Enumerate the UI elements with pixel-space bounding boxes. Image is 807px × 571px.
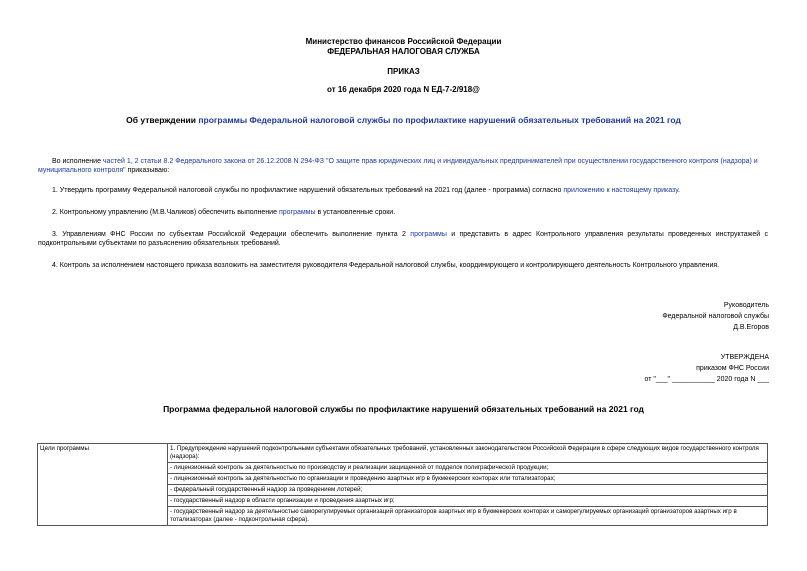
item-2-text-1: 2. Контрольному управлению (М.В.Чаликов) обеспечить выполнение <box>52 209 279 216</box>
document-title <box>0 115 807 126</box>
program-title: Программа федеральной налоговой службы по профилактике нарушений обязательных требований на 2021 год <box>163 404 644 414</box>
document-header <box>0 37 807 95</box>
document-date-number: от 16 декабря 2020 года N ЕД-7-2/918@ <box>327 85 480 94</box>
signature-block <box>662 300 769 333</box>
item-2-text-2: в установленные сроки. <box>315 209 396 216</box>
document-type: ПРИКАЗ <box>387 67 420 76</box>
title-prefix: Об утверждении <box>126 115 199 125</box>
approval-block <box>644 352 769 385</box>
goals-cell-5: - государственный надзор в области организации и проведения азартных игр; <box>168 496 768 507</box>
approval-status: УТВЕРЖДЕНА <box>720 354 769 361</box>
item-1-appendix-link[interactable]: приложению к настоящему приказу <box>563 187 678 194</box>
item-3-program-link[interactable]: программы <box>410 231 447 238</box>
item-2-program-link[interactable]: программы <box>278 209 316 216</box>
goals-cell-3: - лицензионный контроль за деятельностью по организации и проведению азартных игр в букмекерских конторах или тотализаторах; <box>168 474 768 485</box>
program-goals-table <box>37 443 768 526</box>
goals-cell-1: 1. Предупреждение нарушений подконтрольными субъектами обязательных требований, установленных законодательством Российской Федерации в сфере следующих видов государственного контроля (надзора): <box>168 444 768 463</box>
item-3-paragraph <box>38 230 768 248</box>
item-1-text-1: 1. Утвердить программу Федеральной налоговой службы по профилактике нарушений обязательных требований на 2021 год (далее - программа) согласно <box>52 187 564 194</box>
item-3-text-1: 3. Управлениям ФНС России по субъектам Российской Федерации обеспечить выполнение пункта 2 <box>52 231 411 238</box>
signature-organization: Федеральной налоговой службы <box>662 313 769 320</box>
item-2-paragraph <box>38 208 768 217</box>
service-name: ФЕДЕРАЛЬНАЯ НАЛОГОВАЯ СЛУЖБА <box>327 47 480 56</box>
intro-paragraph <box>38 157 768 175</box>
item-1-text-2: . <box>678 187 680 194</box>
title-program-link[interactable]: программы Федеральной налоговой службы по профилактике нарушений обязательных требований на 2021 год <box>198 115 681 125</box>
approval-date-number: от "___" ___________ 2020 года N ___ <box>644 376 769 383</box>
item-1-paragraph <box>38 186 768 195</box>
intro-law-link[interactable]: частей 1, 2 статьи 8.2 Федерального закона от 26.12.2008 N 294-ФЗ "О защите прав юридических лиц и индивидуальных предпринимателей при осуществлении государственного контроля (надзора) и муниципального контроля" <box>38 158 758 174</box>
goals-cell-2: - лицензионный контроль за деятельностью по производству и реализации защищенной от подделок полиграфической продукции; <box>168 463 768 474</box>
item-3-text-2: и представить в адрес Контрольного управления результаты проведенных инструктажей с подконтрольными субъектами по разъяснению обязательных требований. <box>38 231 768 247</box>
item-4-paragraph: 4. Контроль за исполнением настоящего приказа возложить на заместителя руководителя Федеральной налоговой службы, координирующего и контролирующего деятельность Контрольного управления. <box>52 262 720 269</box>
approval-order: приказом ФНС России <box>696 365 769 372</box>
goals-cell-4: - федеральный государственный надзор за проведением лотерей; <box>168 485 768 496</box>
intro-text-2: приказываю: <box>125 167 170 174</box>
signature-position: Руководитель <box>723 302 769 309</box>
ministry-name: Министерство финансов Российской Федерации <box>305 37 502 46</box>
goals-label-cell: Цели программы <box>38 444 168 526</box>
intro-text-1: Во исполнение <box>52 158 103 165</box>
signature-name: Д.В.Егоров <box>733 324 769 331</box>
table-row <box>38 444 768 463</box>
goals-cell-6: - государственный надзор за деятельностью саморегулируемых организаций организаторов азартных игр в букмекерских конторах и саморегулируемых организаций организаторов азартных игр в тотализаторах (далее - подконтрольная сфера). <box>168 507 768 526</box>
